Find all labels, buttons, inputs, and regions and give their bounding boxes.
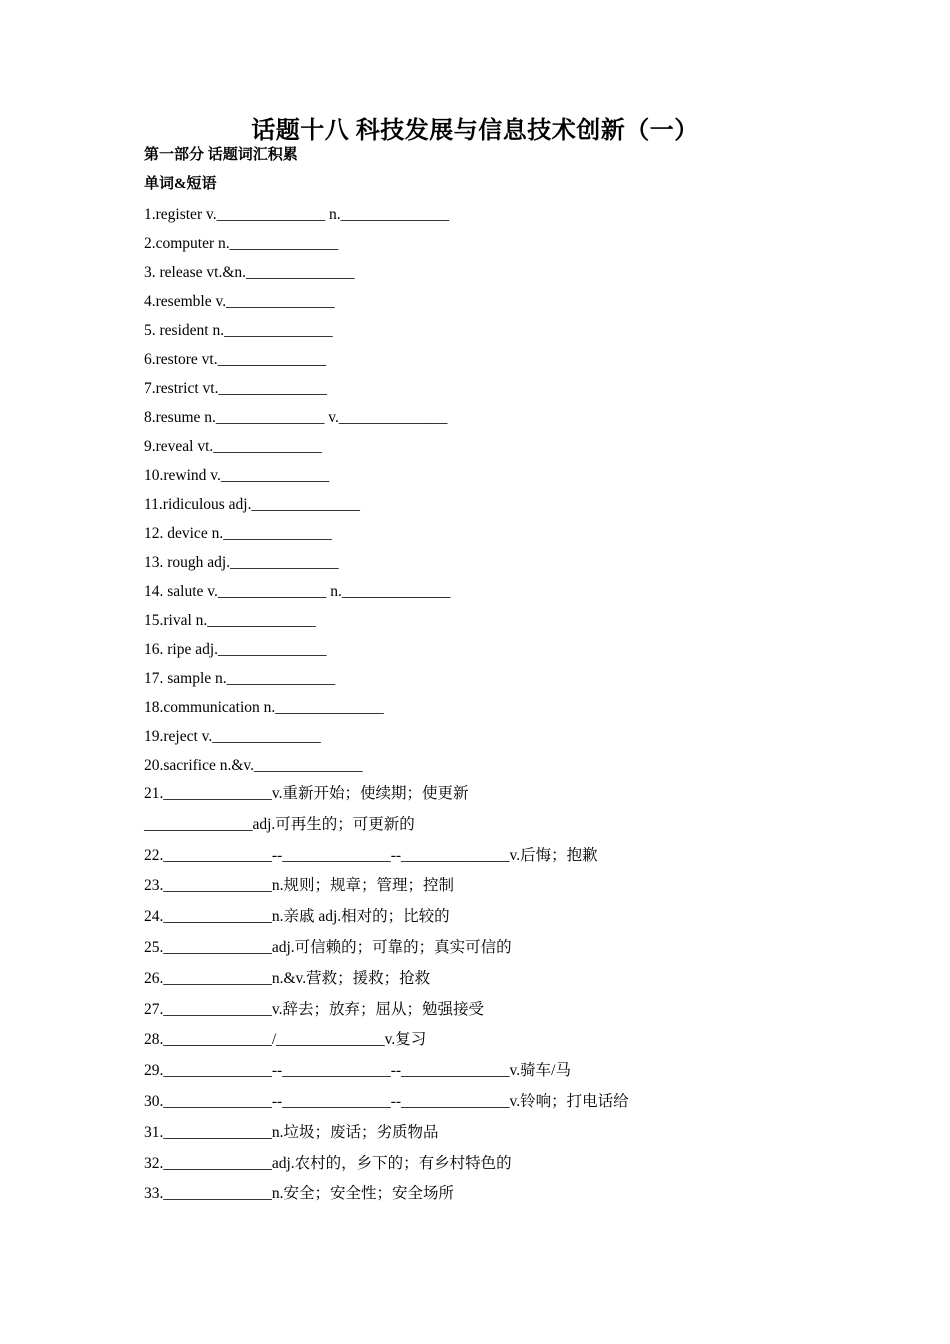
vocab-item: 5. resident n.______________ bbox=[144, 322, 333, 339]
vocab-item: 18.communication n.______________ bbox=[144, 699, 384, 716]
vocab-item: 2.computer n.______________ bbox=[144, 235, 339, 252]
vocab-item: 4.resemble v.______________ bbox=[144, 293, 335, 310]
vocab-item: 12. device n.______________ bbox=[144, 525, 332, 542]
vocab-item: 16. ripe adj.______________ bbox=[144, 641, 327, 658]
vocab-item: 32.______________adj.农村的，乡下的；有乡村特色的 bbox=[144, 1154, 512, 1172]
vocab-list-part2 bbox=[144, 779, 844, 1210]
vocab-item: 21.______________v.重新开始；使续期；使更新 bbox=[144, 785, 469, 802]
vocab-item: 20.sacrifice n.&v.______________ bbox=[144, 757, 363, 774]
vocab-item: 1.register v.______________ n.______________ bbox=[144, 206, 450, 223]
vocab-item: 30.______________--______________--______________v.铃响；打电话给 bbox=[144, 1092, 629, 1110]
vocab-item: 22.______________--______________--______________v.后悔；抱歉 bbox=[144, 846, 598, 864]
page-title: 话题十八 科技发展与信息技术创新（一） bbox=[251, 118, 699, 144]
vocab-item: 29.______________--______________--______________v.骑车/马 bbox=[144, 1062, 571, 1080]
vocab-item: 11.ridiculous adj.______________ bbox=[144, 496, 360, 513]
vocab-item: 15.rival n.______________ bbox=[144, 612, 316, 629]
vocab-item: 8.resume n.______________ v.______________ bbox=[144, 409, 448, 426]
vocab-item: 26.______________n.&v.营救；援救；抢救 bbox=[144, 969, 431, 987]
section-heading: 第一部分 话题词汇积累 bbox=[144, 147, 298, 163]
vocab-item: 28.______________/______________v.复习 bbox=[144, 1031, 427, 1049]
vocab-item: 24.______________n.亲戚 adj.相对的；比较的 bbox=[144, 908, 450, 926]
vocab-item: 14. salute v.______________ n.______________ bbox=[144, 583, 451, 600]
vocab-item: 6.restore vt.______________ bbox=[144, 351, 327, 368]
vocab-item: 23.______________n.规则；规章；管理；控制 bbox=[144, 877, 455, 895]
vocab-item: 9.reveal vt.______________ bbox=[144, 438, 322, 455]
vocab-item: 13. rough adj.______________ bbox=[144, 554, 339, 571]
vocab-item: 3. release vt.&n.______________ bbox=[144, 264, 355, 281]
vocab-item: 7.restrict vt.______________ bbox=[144, 380, 327, 397]
vocab-item: 31.______________n.垃圾；废话；劣质物品 bbox=[144, 1123, 439, 1141]
vocab-item: 27.______________v.辞去；放弃；屈从；勉强接受 bbox=[144, 1000, 484, 1018]
vocab-item: 17. sample n.______________ bbox=[144, 670, 336, 687]
vocab-item: 33.______________n.安全；安全性；安全场所 bbox=[144, 1185, 455, 1203]
vocab-item: 25.______________adj.可信赖的；可靠的；真实可信的 bbox=[144, 938, 512, 956]
vocab-item: ______________adj.可再生的；可更新的 bbox=[144, 815, 415, 833]
vocab-item: 19.reject v.______________ bbox=[144, 728, 321, 745]
vocab-list-part1 bbox=[144, 200, 844, 780]
subsection-heading: 单词&短语 bbox=[144, 176, 217, 192]
vocab-item: 10.rewind v.______________ bbox=[144, 467, 330, 484]
